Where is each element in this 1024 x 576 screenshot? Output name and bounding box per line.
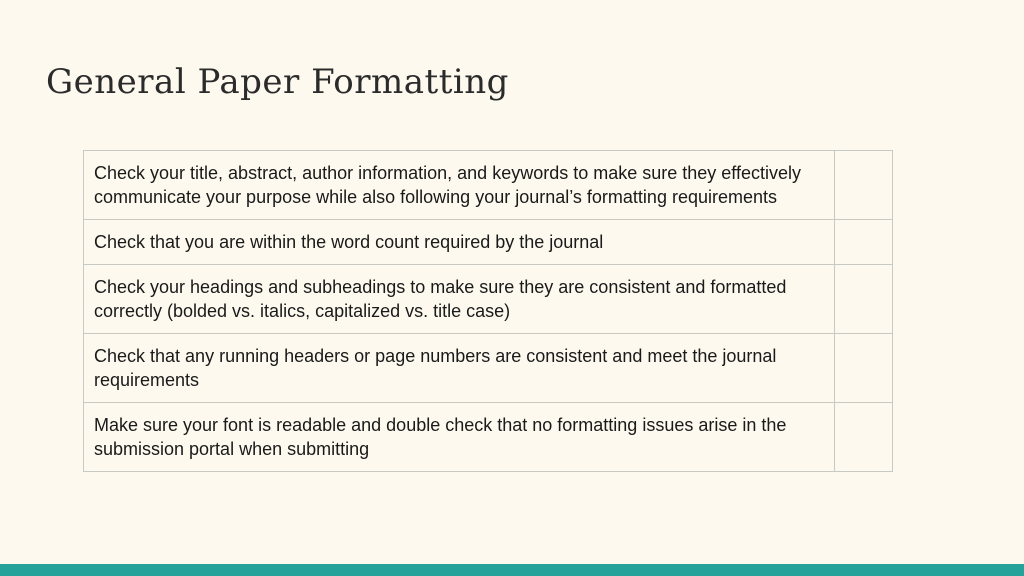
footer-accent-bar — [0, 564, 1024, 576]
checklist-item-text: Check that any running headers or page numbers are consistent and meet the journal requirements — [84, 334, 835, 403]
checklist-row — [84, 220, 893, 265]
checklist-checkbox[interactable] — [834, 220, 892, 265]
checklist-checkbox[interactable] — [834, 151, 892, 220]
checklist-item-text: Check your title, abstract, author information, and keywords to make sure they effectively communicate your purpose while also following your journal’s formatting requirements — [84, 151, 835, 220]
formatting-checklist — [83, 150, 893, 472]
slide-title: General Paper Formatting — [46, 62, 509, 102]
checklist-checkbox[interactable] — [834, 334, 892, 403]
checklist-row — [84, 334, 893, 403]
checklist-item-text: Make sure your font is readable and double check that no formatting issues arise in the submission portal when submitting — [84, 403, 835, 472]
checklist-checkbox[interactable] — [834, 265, 892, 334]
checklist-row — [84, 265, 893, 334]
checklist-item-text: Check that you are within the word count required by the journal — [84, 220, 835, 265]
checklist-item-text: Check your headings and subheadings to make sure they are consistent and formatted correctly (bolded vs. italics, capitalized vs. title case) — [84, 265, 835, 334]
checklist-row — [84, 403, 893, 472]
checklist-row — [84, 151, 893, 220]
checklist-checkbox[interactable] — [834, 403, 892, 472]
